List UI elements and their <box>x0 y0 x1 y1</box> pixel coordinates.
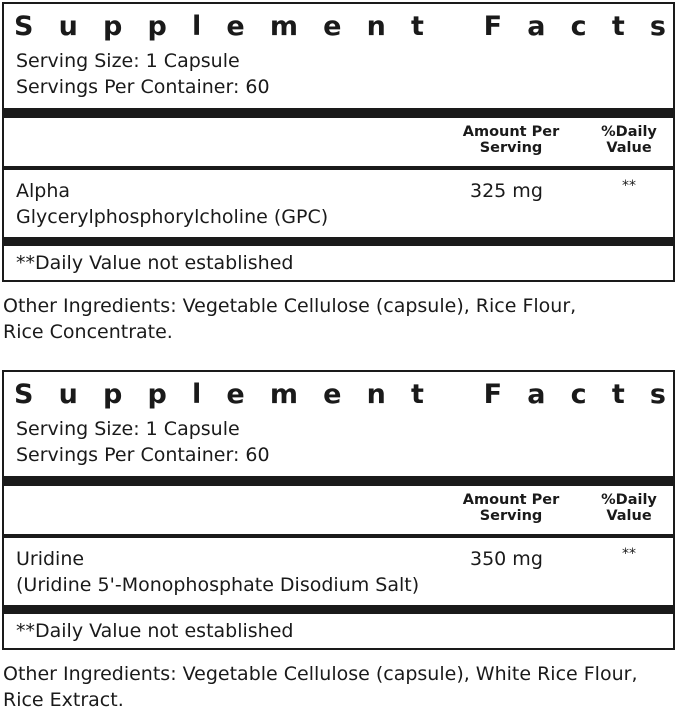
other-ingredients-line: Other Ingredients: Vegetable Cellulose (capsule), Rice Flour, <box>3 295 577 317</box>
panel-title: S u p p l e m e n t F a c t s <box>14 11 666 42</box>
other-ingredients <box>3 661 673 713</box>
divider-medium <box>4 534 673 538</box>
serving-size: Serving Size: 1 Capsule <box>16 418 240 440</box>
divider-thick <box>4 605 673 614</box>
divider-thick <box>4 237 673 246</box>
ingredient-name <box>16 178 436 230</box>
serving-size: Serving Size: 1 Capsule <box>16 50 240 72</box>
daily-value-footnote: **Daily Value not established <box>16 620 294 642</box>
other-ingredients-line: Rice Extract. <box>3 689 124 711</box>
other-ingredients-line: Rice Concentrate. <box>3 321 173 343</box>
other-ingredients <box>3 293 673 345</box>
ingredient-amount: 350 mg <box>470 548 543 570</box>
divider-thick <box>4 476 673 486</box>
servings-per-container: Servings Per Container: 60 <box>16 444 270 466</box>
supplement-facts-panel <box>2 370 675 650</box>
divider-medium <box>4 166 673 170</box>
ingredient-name-line: Uridine <box>16 548 85 570</box>
daily-value-header: %Daily Value <box>601 492 657 524</box>
ingredient-daily-value: ** <box>622 178 636 194</box>
ingredient-name-line: (Uridine 5'-Monophosphate Disodium Salt) <box>16 574 420 596</box>
servings-per-container: Servings Per Container: 60 <box>16 76 270 98</box>
daily-value-footnote: **Daily Value not established <box>16 252 294 274</box>
daily-value-header: %Daily Value <box>601 124 657 156</box>
ingredient-daily-value: ** <box>622 546 636 562</box>
ingredient-amount: 325 mg <box>470 180 543 202</box>
ingredient-name-line: Alpha <box>16 180 71 202</box>
amount-per-serving-header: Amount Per Serving <box>462 124 560 156</box>
ingredient-name-line: Glycerylphosphorylcholine (GPC) <box>16 206 329 228</box>
other-ingredients-line: Other Ingredients: Vegetable Cellulose (capsule), White Rice Flour, <box>3 663 638 685</box>
panel-title: S u p p l e m e n t F a c t s <box>14 379 666 410</box>
supplement-facts-panel <box>2 2 675 282</box>
amount-per-serving-header: Amount Per Serving <box>462 492 560 524</box>
ingredient-name <box>16 546 436 598</box>
divider-thick <box>4 108 673 118</box>
